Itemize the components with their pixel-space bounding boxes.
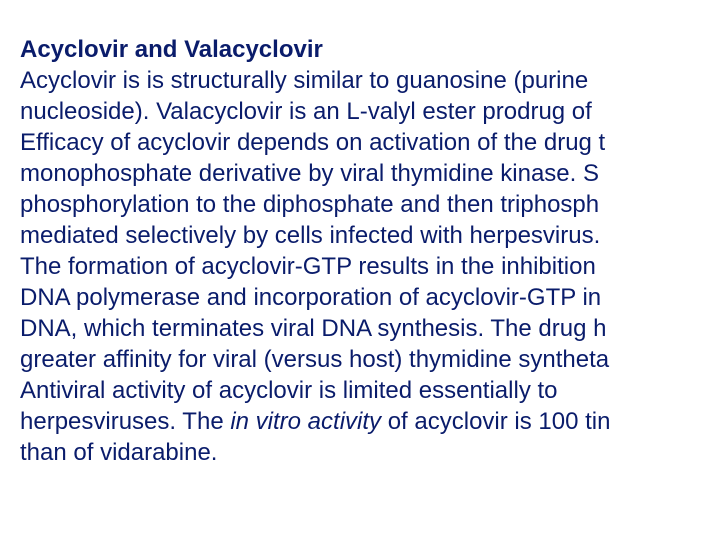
body-line-12-pre: herpesviruses. The	[20, 408, 231, 435]
in-vitro-activity-emphasis: in vitro activity	[230, 408, 382, 435]
slide-title: Acyclovir and Valacyclovir	[20, 36, 323, 63]
body-line-3: Efficacy of acyclovir depends on activation of the drug t	[20, 129, 606, 156]
slide-content	[20, 34, 720, 468]
body-line-12-post: of acyclovir is 100 tin	[381, 408, 611, 435]
body-line-1: Acyclovir is is structurally similar to guanosine (purine	[20, 67, 589, 94]
body-line-11: Antiviral activity of acyclovir is limited essentially to	[20, 377, 558, 404]
body-line-8: DNA polymerase and incorporation of acyclovir-GTP in	[20, 284, 602, 311]
body-line-10: greater affinity for viral (versus host) thymidine syntheta	[20, 346, 610, 373]
body-line-6: mediated selectively by cells infected with herpesvirus.	[20, 222, 601, 249]
body-line-12	[20, 406, 720, 437]
body-line-2: nucleoside). Valacyclovir is an L-valyl ester prodrug of	[20, 98, 592, 125]
body-line-9: DNA, which terminates viral DNA synthesis. The drug h	[20, 315, 607, 342]
body-line-13: than of vidarabine.	[20, 439, 218, 466]
body-line-5: phosphorylation to the diphosphate and then triphosph	[20, 191, 600, 218]
body-line-4: monophosphate derivative by viral thymidine kinase. S	[20, 160, 599, 187]
body-line-7: The formation of acyclovir-GTP results in the inhibition	[20, 253, 596, 280]
